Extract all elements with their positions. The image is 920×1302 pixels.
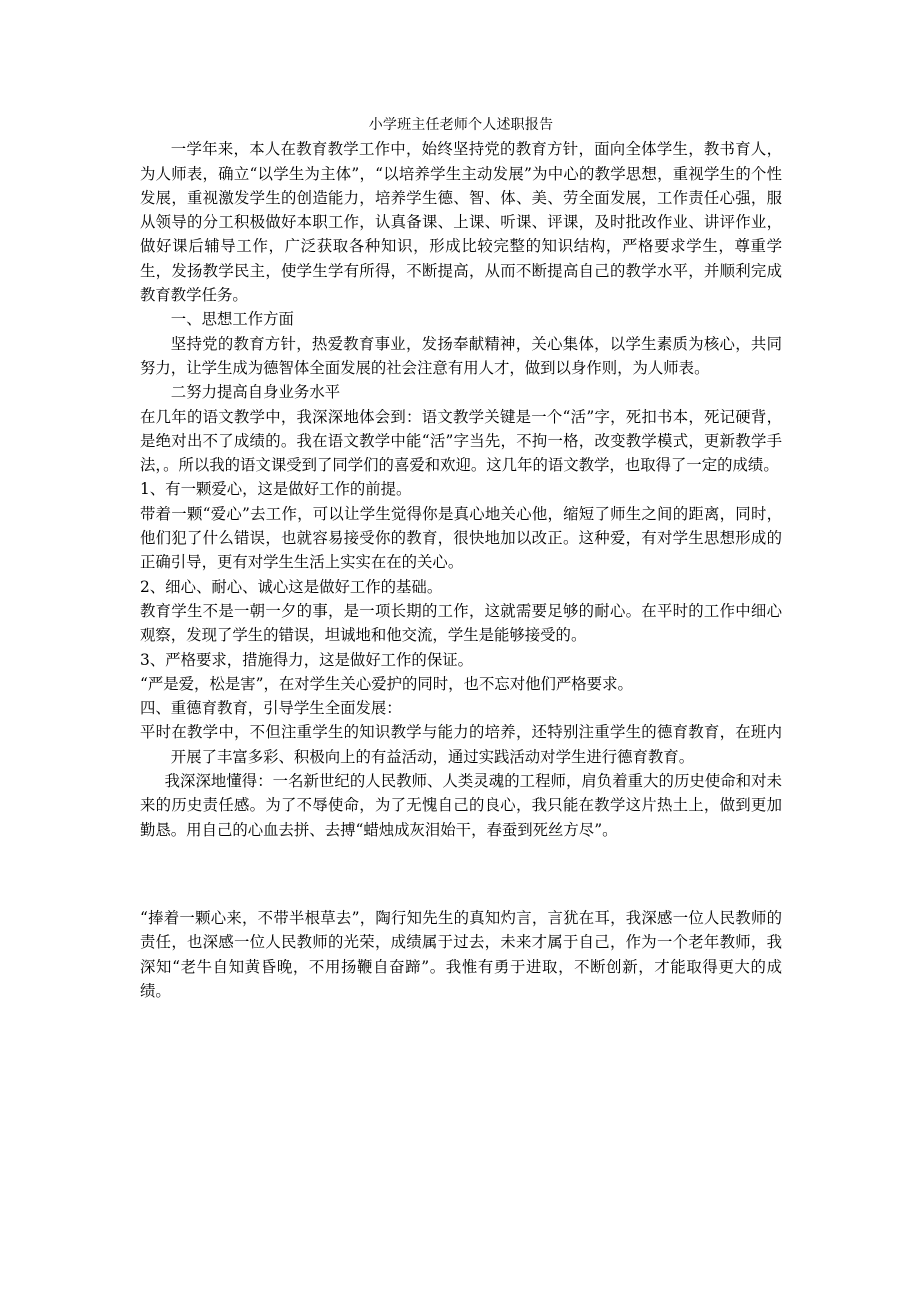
body-paragraph: “严是爱，松是害”，在对学生关心爱护的同时，也不忘对他们严格要求。 <box>140 674 633 693</box>
closing-paragraph: “捧着一颗心来，不带半根草去”，陶行知先生的真知灼言，言犹在耳，我深感一位人民教师的责任，也深感一位人民教师的光荣，成绩属于过去，未来才属于自己，作为一个老年教师，我深知“老牛自知黄昏晚，不用扬鞭自奋蹄”。我惟有勇于进取，不断创新，才能取得更大的成绩。 <box>140 908 782 1000</box>
section-heading-2: 二努力提高自身业务水平 <box>170 383 341 402</box>
body-paragraph: 带着一颗“爱心”去工作，可以让学生觉得你是真心地关心他，缩短了师生之间的距离，同时，他们犯了什么错误，也就容易接受你的教育，很快地加以改正。这种爱，有对学生思想形成的正确引导，更有对学生生活上实实在在的关心。 <box>140 504 782 572</box>
paragraph-gap <box>140 842 782 906</box>
body-paragraph: 坚持党的教育方针，热爱教育事业，发扬奉献精神，关心集体，以学生素质为核心，共同努力，让学生成为德智体全面发展的社会注意有用人才，做到以身作则，为人师表。 <box>140 334 782 377</box>
body-paragraph: 平时在教学中，不但注重学生的知识教学与能力的培养，还特别注重学生的德育教育，在班内开展了丰富多彩、积极向上的有益活动，通过实践活动对学生进行德育教育。 <box>140 723 782 766</box>
body-paragraph: 我深深地懂得：一名新世纪的人民教师、人类灵魂的工程师，肩负着重大的历史使命和对未来的历史责任感。为了不辱使命，为了无愧自己的良心，我只能在教学这片热土上，做到更加勤恳。用自己的心血去拼、去搏“蜡烛成灰泪始干，春蚕到死丝方尽”。 <box>140 772 782 839</box>
section-heading-1: 一、思想工作方面 <box>170 310 294 329</box>
intro-paragraph: 一学年来，本人在教育教学工作中，始终坚持党的教育方针，面向全体学生，教书育人，为人师表，确立“以学生为主体”，“以培养学生主动发展”为中心的教学思想，重视学生的个性发展，重视激发学生的创造能力，培养学生德、智、体、美、劳全面发展，工作责任心强，服从领导的分工积极做好本职工作，认真备课、上课、听课、评课，及时批改作业、讲评作业，做好课后辅导工作，广泛获取各种知识，形成比较完整的知识结构，严格要求学生，尊重学生，发扬教学民主，使学生学有所得，不断提高，从而不断提高自己的教学水平，并顺利完成教育教学任务。 <box>140 140 782 305</box>
section-heading-4: 四、重德育教育，引导学生全面发展： <box>140 699 402 718</box>
body-paragraph: 教育学生不是一朝一夕的事，是一项长期的工作，这就需要足够的耐心。在平时的工作中细心观察，发现了学生的错误，坦诚地和他交流，学生是能够接受的。 <box>140 601 782 645</box>
document-body <box>140 113 782 1003</box>
list-heading-2: 2、细心、耐心、诚心这是做好工作的基础。 <box>140 577 443 596</box>
body-paragraph: 在几年的语文教学中，我深深地体会到：语文教学关键是一个“活”字，死扣书本，死记硬背，是绝对出不了成绩的。我在语文教学中能“活”字当先，不拘一格，改变教学模式，更新教学手法，。所以我的语文课受到了同学们的喜爱和欢迎。这几年的语文教学，也取得了一定的成绩。 <box>140 407 782 475</box>
list-heading-1: 1、有一颗爱心，这是做好工作的前提。 <box>140 480 412 499</box>
list-heading-3: 3、严格要求，措施得力，这是做好工作的保证。 <box>140 650 473 669</box>
document-title: 小学班主任老师个人述职报告 <box>368 117 554 133</box>
